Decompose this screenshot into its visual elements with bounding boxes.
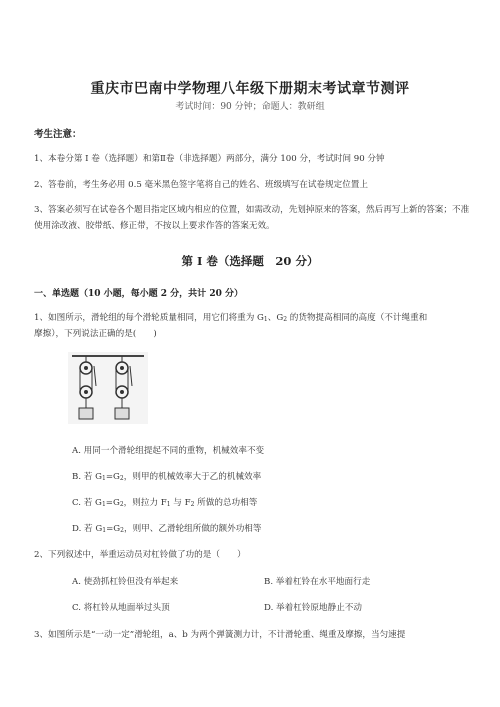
question-1-stem-line2: 摩擦），下列说法正确的是( ) [34,329,157,339]
q1-option-b[interactable]: B. 若 $G_1=G_2$，则甲的机械效率大于乙的机械效率 [72,472,262,482]
q2-option-c[interactable]: C. 将杠铃从地面举过头顶 [72,603,170,613]
q1-option-c[interactable]: C. 若 $G_1=G_2$，则拉力 $F_1$ 与 $F_2$ 所做的总功相等 [72,498,258,508]
pulley-figure [68,352,148,424]
q2-option-a[interactable]: A. 使劲抓杠铃但没有举起来 [72,577,179,587]
question-1-stem: 1、如图所示，滑轮组的每个滑轮质量相同，用它们将重为 $G_1$、$G_2$ 的货物提高相同的高度（不计绳重和 [34,313,428,323]
page-title: 重庆市巴南中学物理八年级下册期末考试章节测评 [90,81,410,97]
section-title: 第 I 卷（选择题 20 分） [181,254,319,268]
part-heading: 一、单选题（10 小题，每小题 2 分，共计 20 分） [34,289,243,299]
exam-info: 考试时间：90 分钟；命题人：教研组 [175,102,325,112]
q2-option-b[interactable]: B. 举着杠铃在水平地面行走 [264,577,371,587]
q1-option-a[interactable]: A. 用同一个滑轮组提起不同的重物，机械效率不变 [72,446,265,456]
q2-option-d[interactable]: D. 举着杠铃原地静止不动 [264,603,362,613]
question-3-stem: 3、如图所示是“一动一定”滑轮组，a、b 为两个弹簧测力计，不计滑轮重、绳重及摩擦，当匀速提 [34,630,406,640]
q1-option-d[interactable]: D. 若 $G_1=G_2$，则甲、乙滑轮组所做的额外功相等 [72,524,262,534]
notice-heading: 考生注意： [34,129,82,140]
notice-item-3: 3、答案必须写在试卷各个题目指定区域内相应的位置，如需改动，先划掉原来的答案，然后再写上新的答案；不准使用涂改液、胶带纸、修正带，不按以上要求作答的答案无效。 [34,205,470,231]
notice-item-2: 2、答卷前，考生务必用 0.5 毫米黑色签字笔将自己的姓名、班级填写在试卷规定位置上 [34,180,368,190]
question-2-stem: 2、下列叙述中，举重运动员对杠铃做了功的是（ ） [34,550,246,560]
notice-item-1: 1、本卷分第 I 卷（选择题）和第Ⅱ卷（非选择题）两部分，满分 100 分，考试时间 90 分钟 [34,154,385,164]
